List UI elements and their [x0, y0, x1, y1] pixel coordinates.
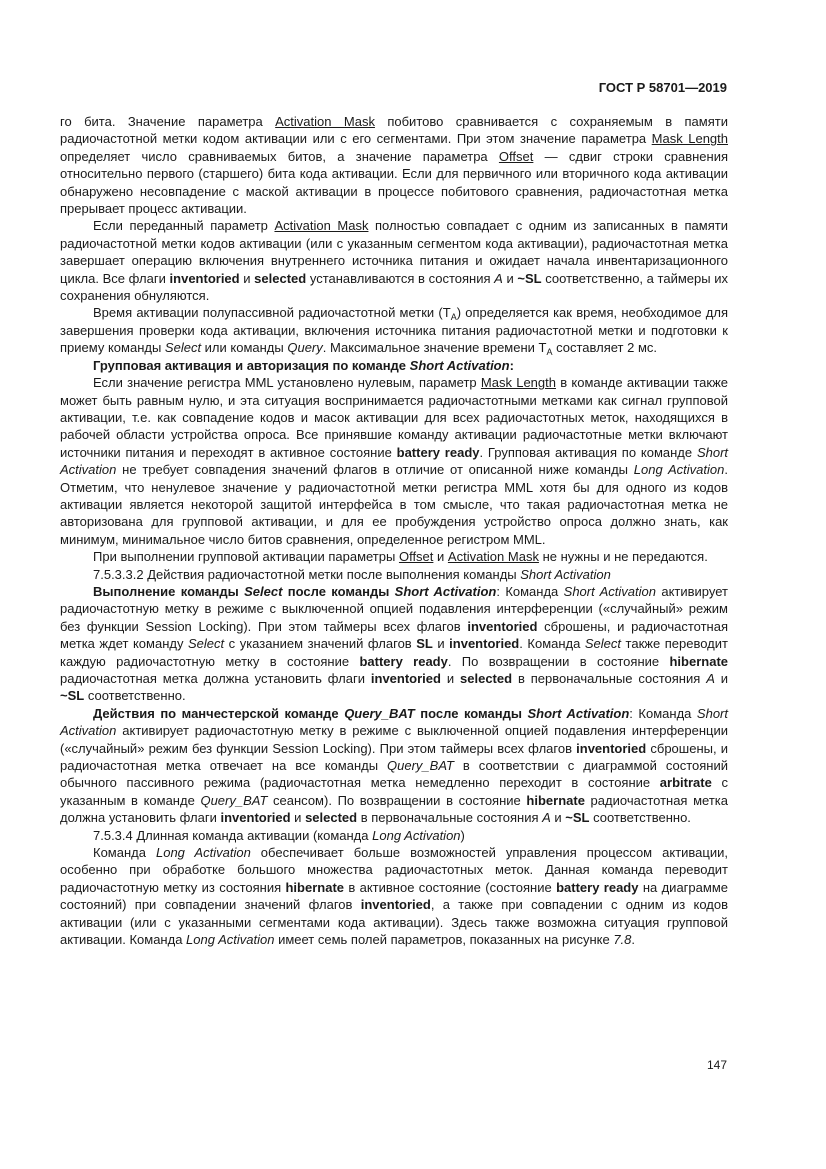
document-body — [60, 113, 728, 949]
paragraph: Время активации полупассивной радиочастотной метки $(T_A)$ определяется как время, необходимое для завершения проверки кода активации, включения источника питания радиочастотной метки и подготовки к приему команды Select или команды Query. Максимальное значение времени $T_A$ составляет 2 мс. — [60, 305, 728, 358]
paragraph: При выполнении групповой активации параметры Offset и Activation Mask не нужны и не передаются. — [93, 549, 708, 565]
paragraph: Если переданный параметр Activation Mask полностью совпадает с одним из записанных в памяти радиочастотной метки кодов активации (или с указанным сегментом кода активации), радиочастотная метка завершает операцию включения внутреннего источника питания и ожидает начала инвентаризационного цикла. Все флаги inventoried и selected устанавливаются в состояния A и ~SL соответственно, а таймеры их сохранения обнуляются. — [60, 218, 728, 304]
section-heading: Групповая активация и авторизация по команде Short Activation: — [93, 357, 514, 373]
page-number: 147 — [706, 1058, 727, 1072]
paragraph: Команда Long Activation обеспечивает больше возможностей управления процессом активации, особенно при обработке большого множества радиочастотных меток. Данная команда переводит радиочастотную метку из состояния hibernate в активное состояние (состояние battery ready на диаграмме состояний) при совпадении значений флагов inventoried, а также при совпадении с одним из кодов активации (или с указанными сегментами кода активации). Здесь также возможна ситуация групповой активации. Команда Long Activation имеет семь полей параметров, показанных на рисунке 7.8. — [60, 845, 728, 948]
subsection-title: 7.5.3.4 Длинная команда активации (команда Long Activation) — [93, 827, 465, 843]
paragraph: Если значение регистра MML установлено нулевым, параметр Mask Length в команде активации также может быть равным нулю, и эта ситуация воспринимается радиочастотными метками как сигнал групповой активации, т.е. как совпадение кодов и масок активации для всех радиочастотных меток, находящихся в рабочей области устройства опроса. Все принявшие команду активации радиочастотные метки включают источники питания и переходят в активное состояние battery ready. Групповая активация по команде Short Activation не требует совпадения значений флагов в отличие от описанной ниже команды Long Activation. Отметим, что ненулевое значение у радиочастотной метки регистра MML хотя бы для одного из кодов активации является некоторой защитой интерфейса в том смысле, что такая радиочастотная метка не авторизована для групповой активации, и для ее пробуждения устройство опроса должно знать, как минимум, минимальное число битов сравнения, определенное регистром MML. — [60, 375, 729, 547]
paragraph: Выполнение команды Select после команды Short Activation: Команда Short Activation активирует радиочастотную метку в режиме с выключенной опцией подавления интерференции («случайный» режим без функции Session Locking). При этом таймеры всех флагов inventoried сброшены, и радиочастотная метка ждет команду Select с указанием значений флагов SL и inventoried. Команда Select также переводит каждую радиочастотную метку в состояние battery ready. По возвращении в состояние hibernate радиочастотная метка должна установить флаги inventoried и selected в первоначальные состояния A и ~SL соответственно. — [60, 583, 729, 704]
standard-header: ГОСТ Р 58701—2019 — [598, 80, 727, 95]
paragraph: го бита. Значение параметра Activation Mask побитово сравнивается с сохраняемым в памяти радиочастотной метки кодом активации или с его сегментами. При этом значение параметра Mask Length определяет число сравниваемых битов, а значение параметра Offset — сдвиг строки сравнения относительно первого (старшего) бита кода активации. Если для первичного или вторичного кода активации обнаружено несовпадение с маской активации в процессе побитового сравнения, радиочастотная метка прерывает процесс активации. — [60, 114, 729, 217]
subsection-title: 7.5.3.3.2 Действия радиочастотной метки после выполнения команды Short Activation — [93, 566, 611, 582]
paragraph: Действия по манчестерской команде Query_BAT после команды Short Activation: Команда Short Activation активирует радиочастотную метку в режиме с выключенной опцией подавления интерференции («случайный» режим без функции Session Locking). При этом таймеры всех флагов inventoried сброшены, и радиочастотная метка отвечает на все команды Query_BAT в соответствии с диаграммой состояний обычного пассивного режима (радиочастотная метка немедленно переходит в состояние arbitrate с указанным в команде Query_BAT сеансом). По возвращении в состояние hibernate радиочастотная метка должна установить флаги inventoried и selected в первоначальные состояния A и ~SL соответственно. — [60, 705, 729, 826]
